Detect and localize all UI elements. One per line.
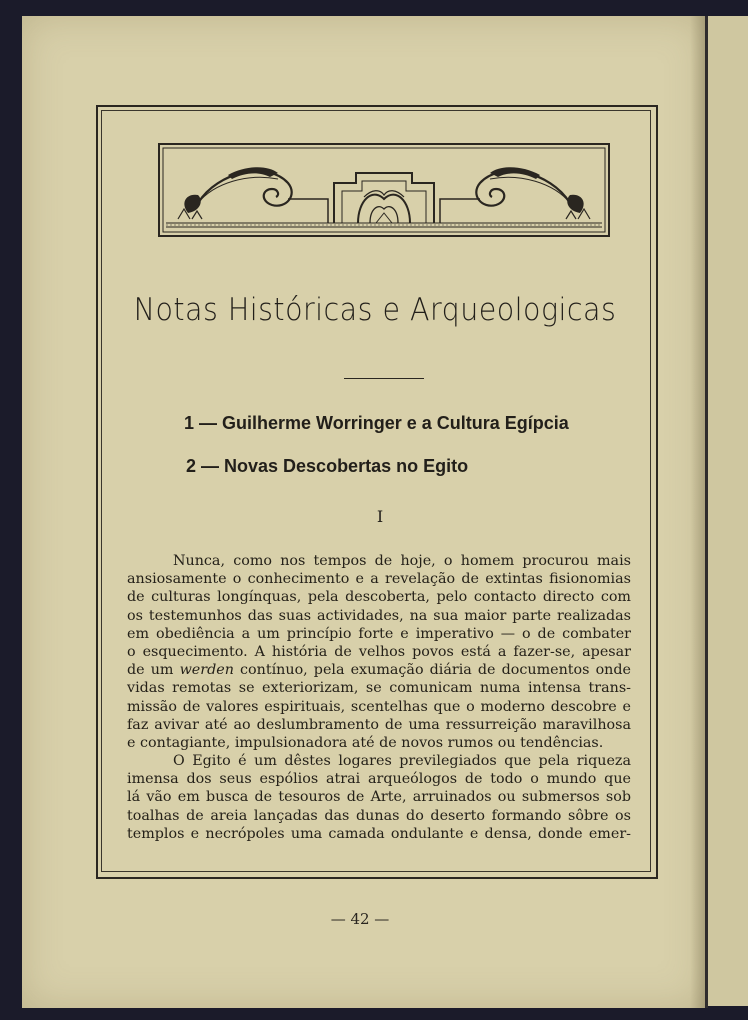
section-number: I: [376, 507, 384, 526]
text-line: templos e necrópoles uma camada ondulante e densa, donde emer-: [127, 825, 631, 842]
italic-word: werden: [179, 662, 234, 679]
adjacent-page-edge: [708, 16, 748, 1006]
subtitle-1: 1 — Guilherme Worringer e a Cultura Egípcia: [184, 413, 569, 433]
text-line: missão de valores espirituais, scentelhas que o moderno descobre e: [127, 698, 631, 715]
text-line: de culturas longínquas, pela descoberta, pelo contacto directo com: [127, 589, 631, 606]
page-gutter-shadow: [690, 16, 708, 1008]
text-line: vidas remotas se exteriorizam, se comunicam numa intensa trans-: [127, 680, 631, 697]
text-line: o esquecimento. A história de velhos povos está a fazer-se, apesar: [127, 643, 631, 660]
text-line: faz avivar até ao deslumbramento de uma ressurreição maravilhosa: [127, 716, 631, 733]
text-line: imensa dos seus espólios atrai arqueólogos de todo o mundo que: [127, 771, 631, 788]
page-number: — 42 —: [330, 910, 390, 928]
text-line: O Egito é um dêstes logares previlegiados que pela riqueza: [173, 753, 631, 770]
text-line: ansiosamente o conhecimento e a revelação de extintas fisionomias: [127, 571, 631, 588]
text-line: toalhas de areia lançadas das dunas do deserto formando sôbre os: [127, 807, 631, 824]
body-paragraph: [127, 552, 631, 843]
text-line: Nunca, como nos tempos de hoje, o homem procurou mais: [173, 553, 631, 569]
text-line: lá vão em busca de tesouros de Arte, arruinados ou submersos sob: [127, 789, 631, 806]
scroll-ornament-icon: [158, 143, 610, 239]
text-line: de um werden contínuo, pela exumação diária de documentos onde: [127, 662, 632, 679]
title-divider: [344, 378, 424, 379]
text-line: em obediência a um princípio forte e imperativo — o de combater: [127, 625, 631, 642]
subtitle-2: 2 — Novas Descobertas no Egito: [186, 456, 469, 476]
chapter-title: Notas Históricas e Arqueologicas: [133, 292, 617, 328]
text-line: e contagiante, impulsionadora até de novos rumos ou tendências.: [127, 734, 604, 751]
text-line: os testemunhos das suas actividades, na sua maior parte realizadas: [127, 607, 631, 624]
